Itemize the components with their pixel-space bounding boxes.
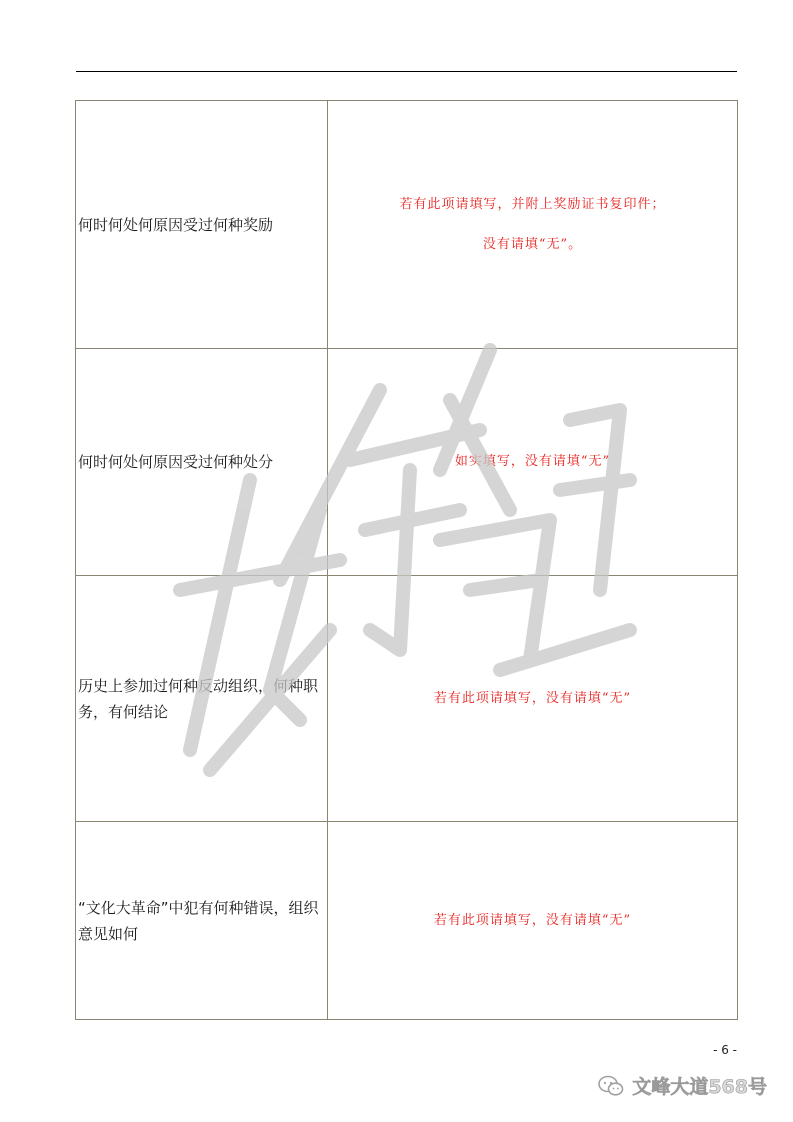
instruction-text: 若有此项请填写，并附上奖励证书复印件；	[399, 196, 666, 212]
instruction-text: 若有此项请填写，没有请填“无”	[433, 690, 632, 706]
row-value	[328, 576, 738, 822]
table-row	[76, 576, 738, 822]
table-row	[76, 349, 738, 576]
form-table	[75, 100, 738, 1020]
instruction-text: 如实填写，没有请填“无”	[454, 454, 611, 469]
row-value	[328, 349, 738, 576]
wechat-icon	[598, 1075, 624, 1097]
instruction-text: 没有请填“无”。	[482, 236, 583, 252]
instruction-text: 若有此项请填写，没有请填“无”	[433, 912, 632, 928]
row-label: 历史上参加过何种反动组织，何种职务，有何结论	[76, 576, 328, 822]
row-label: 何时何处何原因受过何种奖励	[76, 101, 328, 349]
table-row	[76, 822, 738, 1020]
row-label: “文化大革命”中犯有何种错误，组织意见如何	[76, 822, 328, 1020]
header-rule	[76, 71, 737, 72]
source-badge	[598, 1072, 767, 1099]
table-row	[76, 101, 738, 349]
source-account-name: 文峰大道568号	[632, 1076, 767, 1098]
row-label: 何时何处何原因受过何种处分	[76, 349, 328, 576]
row-value	[328, 822, 738, 1020]
row-value	[328, 101, 738, 349]
page-number: - 6 -	[713, 1043, 737, 1057]
